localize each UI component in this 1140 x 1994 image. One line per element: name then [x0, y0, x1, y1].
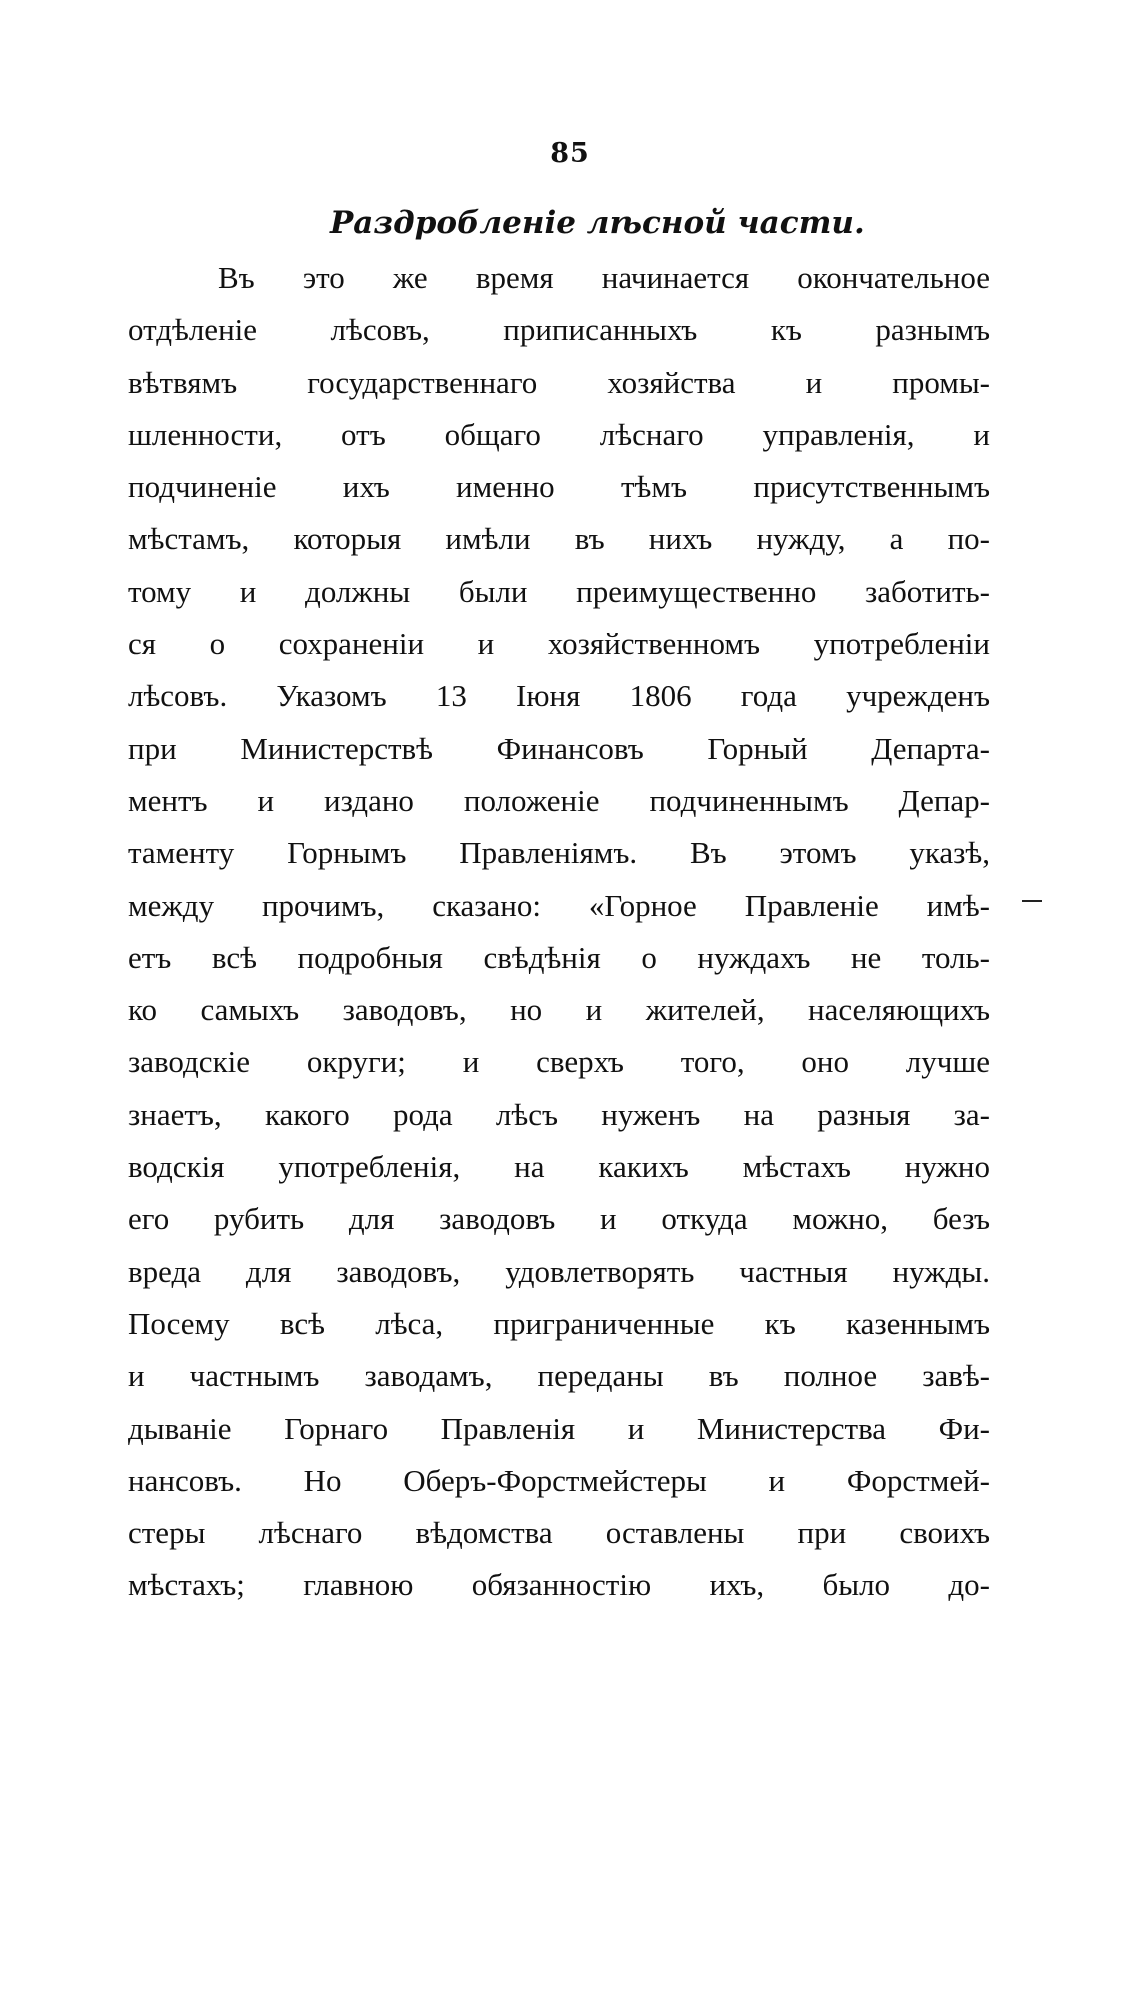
- text-line: ко самыхъ заводовъ, но и жителей, населяющихъ: [128, 992, 990, 1028]
- text-line: мѣстамъ, которыя имѣли въ нихъ нужду, а по-: [128, 521, 990, 557]
- page-number: 85: [550, 138, 590, 169]
- text-line: етъ всѣ подробныя свѣдѣнія о нуждахъ не толь-: [128, 939, 990, 975]
- text-line: вреда для заводовъ, удовлетворять частныя нужды.: [128, 1253, 990, 1289]
- text-line: знаетъ, какого рода лѣсъ нуженъ на разныя за-: [128, 1096, 990, 1132]
- margin-dash-mark: [1022, 900, 1042, 902]
- text-line: при Министерствѣ Финансовъ Горный Департа-: [128, 730, 990, 766]
- text-line: заводскіе округи; и сверхъ того, оно лучше: [128, 1044, 990, 1080]
- text-line: таменту Горнымъ Правленіямъ. Въ этомъ указѣ,: [128, 835, 990, 871]
- text-line: его рубить для заводовъ и откуда можно, безъ: [128, 1201, 990, 1237]
- text-line: шленности, отъ общаго лѣснаго управленія, и: [128, 416, 990, 452]
- section-heading: Раздробленіе лѣсной части.: [330, 205, 865, 241]
- body-text: [128, 252, 990, 1612]
- text-line: Въ это же время начинается окончательное: [218, 260, 990, 295]
- text-line: мѣстахъ; главною обязанностію ихъ, было до-: [128, 1567, 990, 1603]
- text-line: ся о сохраненіи и хозяйственномъ употребленіи: [128, 626, 990, 662]
- text-line: дываніе Горнаго Правленія и Министерства Фи-: [128, 1410, 990, 1446]
- text-line: стеры лѣснаго вѣдомства оставлены при своихъ: [128, 1515, 990, 1551]
- text-line: и частнымъ заводамъ, переданы въ полное завѣ-: [128, 1358, 990, 1394]
- text-line: отдѣленіе лѣсовъ, приписанныхъ къ разнымъ: [128, 312, 990, 348]
- text-line: Посему всѣ лѣса, приграниченные къ казеннымъ: [128, 1305, 990, 1341]
- text-line: между прочимъ, сказано: «Горное Правленіе имѣ-: [128, 887, 990, 923]
- text-line: подчиненіе ихъ именно тѣмъ присутственнымъ: [128, 469, 990, 505]
- text-line: лѣсовъ. Указомъ 13 Іюня 1806 года учрежденъ: [128, 678, 990, 714]
- text-line: вѣтвямъ государственнаго хозяйства и промы-: [128, 364, 990, 400]
- text-line: тому и должны были преимущественно заботить-: [128, 573, 990, 609]
- text-line: нансовъ. Но Оберъ-Форстмейстеры и Форстмей-: [128, 1462, 990, 1498]
- text-line: водскія употребленія, на какихъ мѣстахъ нужно: [128, 1149, 990, 1185]
- text-line: ментъ и издано положеніе подчиненнымъ Депар-: [128, 782, 990, 818]
